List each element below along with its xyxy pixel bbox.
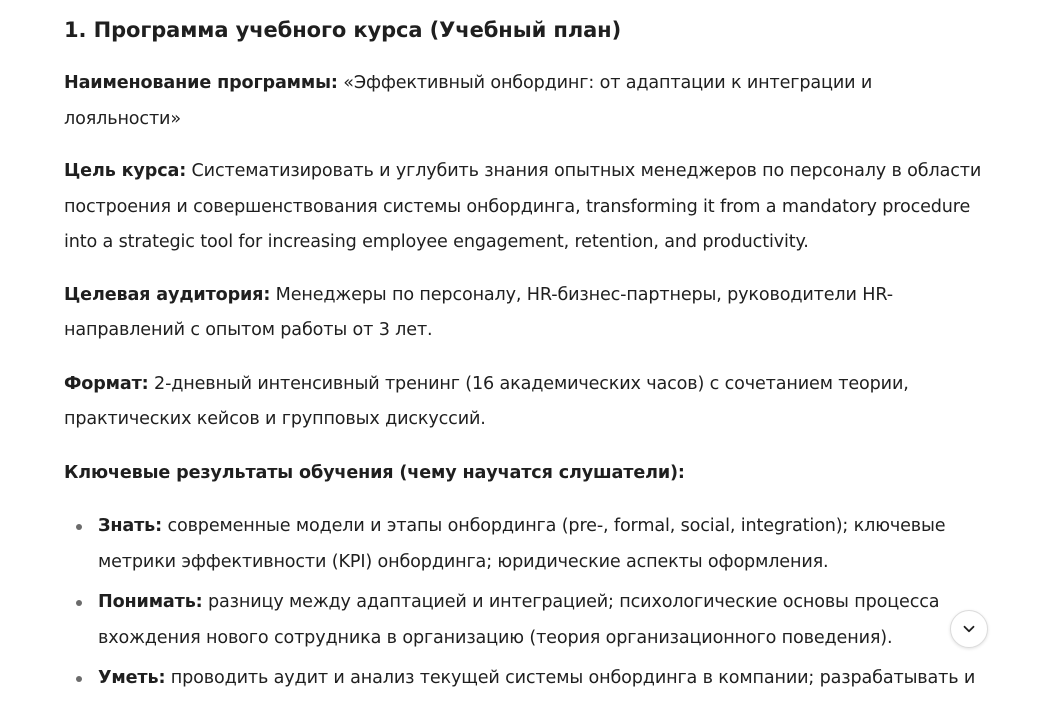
outcome-label: Уметь: bbox=[98, 668, 166, 688]
bullet-icon bbox=[76, 676, 82, 682]
outcome-text: проводить аудит и анализ текущей системы онбординга в компании; разрабатывать и bbox=[165, 668, 976, 688]
format-paragraph bbox=[64, 367, 984, 438]
learning-outcomes-list bbox=[64, 509, 984, 697]
scroll-down-button[interactable] bbox=[950, 610, 988, 648]
list-item bbox=[64, 585, 984, 656]
format-value: 2-дневный интенсивный тренинг (16 академических часов) с сочетанием теории, практических кейсов и групповых дискуссий. bbox=[64, 373, 909, 429]
message-content bbox=[64, 14, 984, 702]
outcome-text: современные модели и этапы онбординга (pre-, formal, social, integration); ключевые метрики эффективности (KPI) онбординга; юридические аспекты оформления. bbox=[98, 516, 946, 572]
outcome-text: разницу между адаптацией и интеграцией; психологические основы процесса вхождения нового сотрудника в организацию (теория организационного поведения). bbox=[98, 592, 940, 648]
bullet-icon bbox=[76, 600, 82, 606]
course-goal-label: Цель курса: bbox=[64, 161, 187, 181]
format-label: Формат: bbox=[64, 373, 149, 394]
outcome-label: Знать: bbox=[98, 516, 162, 536]
learning-outcomes-heading: Ключевые результаты обучения (чему научатся слушатели): bbox=[64, 462, 685, 483]
outcome-label: Понимать: bbox=[98, 592, 203, 612]
bullet-icon bbox=[76, 524, 82, 530]
chevron-down-icon bbox=[960, 620, 978, 638]
list-item bbox=[64, 661, 984, 697]
target-audience-paragraph bbox=[64, 278, 984, 349]
section-heading: 1. Программа учебного курса (Учебный план) bbox=[64, 18, 622, 42]
program-name-label: Наименование программы: bbox=[64, 73, 338, 93]
target-audience-label: Целевая аудитория: bbox=[64, 284, 271, 305]
list-item bbox=[64, 509, 984, 580]
course-goal-value: Систематизировать и углубить знания опытных менеджеров по персоналу в области построения и совершенствования системы онбординга, transforming it from a mandatory procedure into a strategic tool for increasing employee engagement, retention, and productivity. bbox=[64, 161, 982, 252]
program-name-paragraph bbox=[64, 66, 984, 137]
target-audience-value: Менеджеры по персоналу, HR-бизнес-партнеры, руководители HR-направлений с опытом работы от 3 лет. bbox=[64, 284, 893, 340]
course-goal-paragraph bbox=[64, 154, 984, 261]
program-name-value: «Эффективный онбординг: от адаптации к интеграции и лояльности» bbox=[64, 73, 873, 129]
